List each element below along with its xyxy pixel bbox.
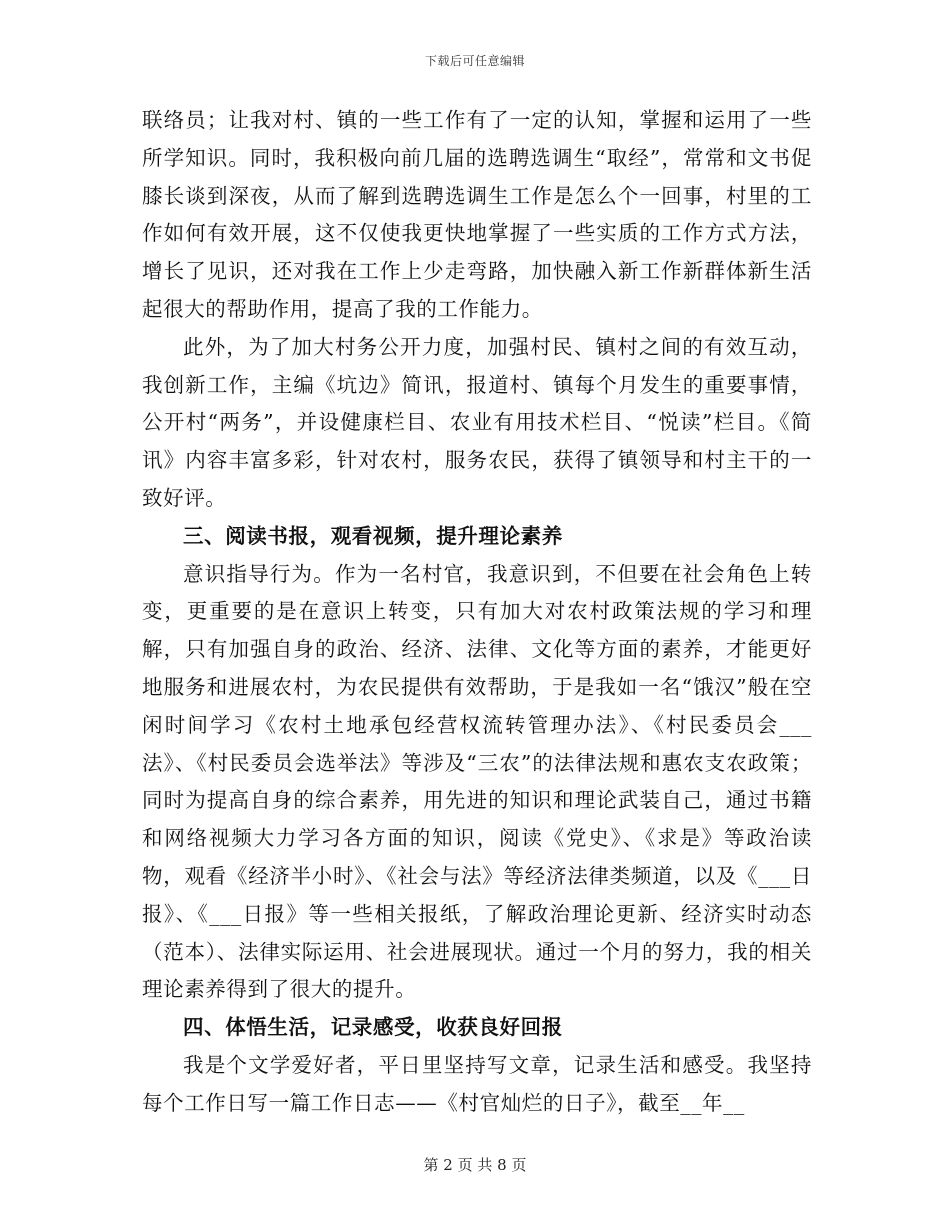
section-heading-3: 三、阅读书报，观看视频，提升理论素养 [183, 523, 563, 548]
paragraph-4: 我是个文学爱好者，平日里坚持写文章，记录生活和感受。我坚持每个工作日写一篇工作日志——《村官灿烂的日子》，截至__年__ [142, 1052, 812, 1115]
page-header: 下载后可任意编辑 [424, 54, 525, 68]
document-body [142, 102, 812, 1123]
paragraph-1: 联络员；让我对村、镇的一些工作有了一定的认知，掌握和运用了一些所学知识。同时，我积极向前几届的选聘选调生“取经”，常常和文书促膝长谈到深夜，从而了解到选聘选调生工作是怎么个一回事，村里的工作如何有效开展，这不仅使我更快地掌握了一些实质的工作方式方法，增长了见识，还对我在工作上少走弯路，加快融入新工作新群体新生活起很大的帮助作用，提高了我的工作能力。 [142, 108, 812, 321]
page-footer: 第 2 页 共 8 页 [423, 1156, 527, 1174]
paragraph-2: 此外，为了加大村务公开力度，加强村民、镇村之间的有效互动，我创新工作，主编《坑边》简讯，报道村、镇每个月发生的重要事情，公开村“两务”，并设健康栏目、农业有用技术栏目、“悦读”栏目。《简讯》内容丰富多彩，针对农村，服务农民，获得了镇领导和村主干的一致好评。 [142, 334, 812, 510]
paragraph-3: 意识指导行为。作为一名村官，我意识到，不但要在社会角色上转变，更重要的是在意识上转变，只有加大对农村政策法规的学习和理解，只有加强自身的政治、经济、法律、文化等方面的素养，才能更好地服务和进展农村，为农民提供有效帮助，于是我如一名“饿汉”般在空闲时间学习《农村土地承包经营权流转管理办法》、《村民委员会___法》、《村民委员会选举法》等涉及“三农”的法律法规和惠农支农政策；同时为提高自身的综合素养，用先进的知识和理论武装自己，通过书籍和网络视频大力学习各方面的知识，阅读《党史》、《求是》等政治读物，观看《经济半小时》、《社会与法》等经济法律类频道，以及《___日报》、《___日报》等一些相关报纸，了解政治理论更新、经济实时动态（范本）、法律实际运用、社会进展现状。通过一个月的努力，我的相关理论素养得到了很大的提升。 [142, 561, 812, 1002]
section-heading-4: 四、体悟生活，记录感受，收获良好回报 [183, 1015, 563, 1040]
